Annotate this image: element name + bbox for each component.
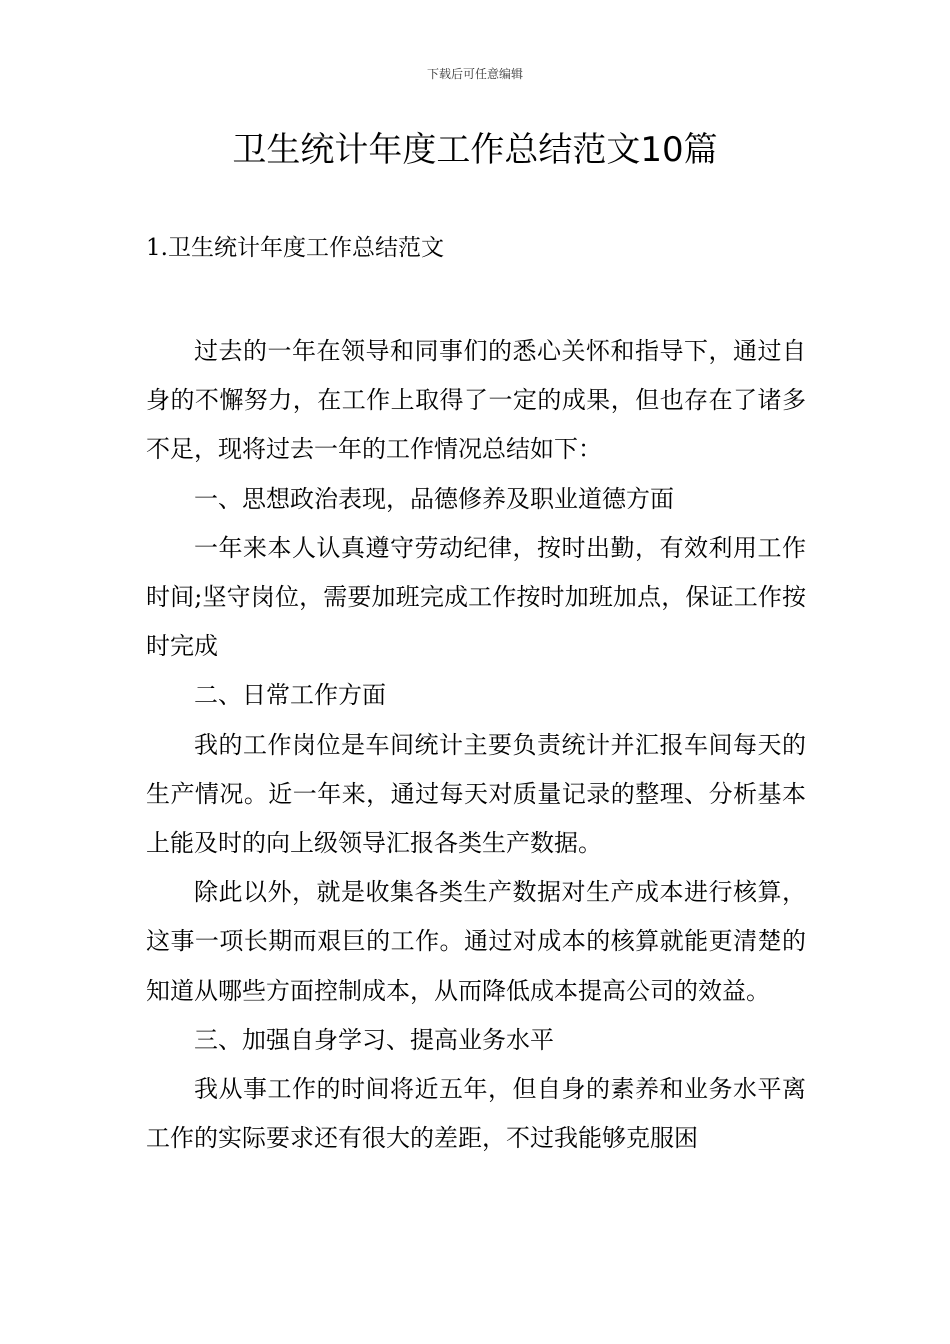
header-note: 下载后可任意编辑	[426, 67, 523, 81]
document-body	[146, 327, 806, 1163]
paragraph-daily-work: 我的工作岗位是车间统计主要负责统计并汇报车间每天的生产情况。近一年来，通过每天对质量记录的整理、分析基本上能及时的向上级领导汇报各类生产数据。	[146, 730, 806, 858]
paragraph-intro: 过去的一年在领导和同事们的悉心关怀和指导下，通过自身的不懈努力，在工作上取得了一定的成果，但也存在了诸多不足，现将过去一年的工作情况总结如下：	[146, 337, 806, 464]
paragraph-attendance: 一年来本人认真遵守劳动纪律，按时出勤，有效利用工作时间;坚守岗位，需要加班完成工作按时加班加点，保证工作按时完成	[146, 533, 806, 661]
paragraph-self-study: 我从事工作的时间将近五年，但自身的素养和业务水平离工作的实际要求还有很大的差距，不过我能够克服困	[146, 1075, 806, 1153]
subheading-1: 一、思想政治表现，品德修养及职业道德方面	[194, 484, 674, 513]
subheading-2: 二、日常工作方面	[194, 681, 386, 710]
subheading-3: 三、加强自身学习、提高业务水平	[194, 1025, 554, 1054]
section-heading: 1.卫生统计年度工作总结范文	[146, 235, 444, 261]
document-title: 卫生统计年度工作总结范文10篇	[232, 130, 718, 170]
paragraph-cost-accounting: 除此以外，就是收集各类生产数据对生产成本进行核算，这事一项长期而艰巨的工作。通过对成本的核算就能更清楚的知道从哪些方面控制成本，从而降低成本提高公司的效益。	[146, 878, 806, 1005]
